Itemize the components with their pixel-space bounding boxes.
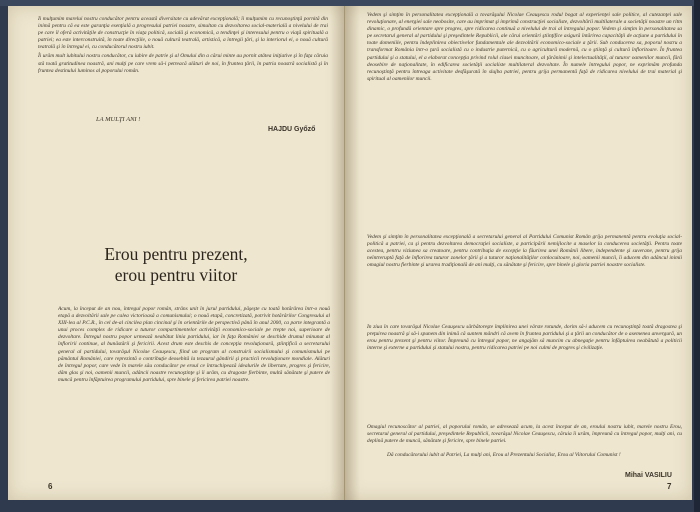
left-body-block <box>58 306 330 476</box>
right-salute: Dă conducătorului iubit al Patriei, La mulţi ani, Erou al Prezentului Socialist, Erou al Viitorului Comunist ! <box>387 452 621 458</box>
left-body-paragraph: Acum, la început de an nou, întregul popor român, strâns unit în jurul partidului, păşeşte cu toată hotărârea într-o nouă etapă a dezvoltării sale pe calea victorioasă a comunismului; o nouă etapă, concretizată, potrivit hotărârilor Congresului al XIII-lea al P.C.R., în cel de-al cincilea plan cincinal şi în orientările de perspectivă până în anul 2000, ca parte integrantă a unui proces complex de ridicare a tuturor compartimentelor activităţii economico-sociale pe trepte noi, superioare de dezvoltare. Întregul nostru popor urmează neabătut linia partidului, iar în faţa României se deschide drumul minunat al înfloririi continue, al bunăstării şi fericirii. Acest drum este deschis de concepţia revoluţionară, ştiinţifică a secretarului general al partidului, tovarăşul Nicolae Ceauşescu, fiind un program al construirii socialismului şi comunismului pe pământul României, care reprezintă o contribuţie deosebită la tezaurul gândirii şi practicii revoluţionare mondiale. Alături de întregul popor, care vede în marele său conducător pe eroul ce întruchipează idealurile de libertate, progres şi fericire, dăm glas şi noi, oamenii muncii, adâncii noastre recunoştinţe şi îi urăm, cu dragoste fierbinte, multă sănătate şi putere de muncă pentru înfăptuirea programului partidului, spre binele şi fericirea patriei noastre. <box>58 306 330 383</box>
article-title-line-2: erou pentru viitor <box>114 265 238 285</box>
book-cover-edge-right <box>694 0 700 512</box>
left-page <box>8 6 345 500</box>
right-block-2 <box>367 234 682 322</box>
right-salute-block <box>387 452 667 468</box>
right-block-1 <box>367 12 682 234</box>
right-page <box>345 6 692 500</box>
left-intro-paragraph: Îi mulţumim marelui nostru conducător pentru această diversitate cu adevărat excepţională; îi mulţumim cu recunoştinţă pornită din inimă pentru că ea este garanţia esenţială a progresului patriei noastre, simultan cu dezvoltarea social-materială a nivelului de trai pe care îl oferă activităţile de construcţie în viaţa politică, socială şi economică, a tendinţei şi interesului pentru o viaţă spirituală a patriei; ea este interconstruită, în toate direcţiile, o nouă cultură teatrală, artistică, a întregii ţări, şi la interiorul ei, o nouă cultură teatrală şi în întregul ei, cu conducătorul nostru iubit. <box>38 16 328 51</box>
left-intro-paragraph-2: Îi urăm mult iubitului nostru conducător, cu iubire de patrie şi al Omului din a cărui minte au pornit atâtea iniţiative şi în faţa căruia stă toată gratitudinea noastră, ani mulţi pe care vrem să-i petreacă alături de noi, în fruntea ţării, în patria noastră socialistă şi în fruntea destinului luminos al poporului român. <box>38 53 328 74</box>
right-paragraph-4: Omagiul recunoscător al patriei, al poporului român, se adresează acum, la acest început de an, eroului nostru iubit, marele nostru Erou, secretarul general al partidului, preşedintele Republicii, tovarăşul Nicolae Ceauşescu, căruia îi urăm, împreună cu întregul popor, mulţi ani, cu deplină putere de muncă, sănătate şi fericire, spre binele patriei. <box>367 424 682 445</box>
right-block-3 <box>367 324 682 420</box>
article-title-line-1: Erou pentru prezent, <box>104 244 248 264</box>
page-number-left: 6 <box>48 482 53 491</box>
left-intro-block <box>38 16 328 111</box>
page-number-right: 7 <box>667 482 672 491</box>
right-block-4 <box>367 424 682 452</box>
right-paragraph-3: În ziua în care tovarăşul Nicolae Ceauşescu sărbătoreşte împlinirea unei vârste rotunde, dorim să-i aducem cu recunoştinţă toată dragostea şi preţuirea noastră şi să-i spunem din inimă că suntem mândri că avem în fruntea partidului şi a ţării un conducător de o asemenea anvergură, un erou pentru prezent şi pentru viitor. Împreună cu întregul popor, ne angajăm să muncim cu abnegaţie pentru înfăptuirea neabătută a politicii interne şi externe a partidului şi statului nostru, pentru ridicarea patriei pe noi culmi de progres şi civilizaţie. <box>367 324 682 352</box>
left-salute: LA MULŢI ANI ! <box>96 116 141 123</box>
right-paragraph-1: Vedem şi simţim în personalitatea excepţională a tovarăşului Nicolae Ceauşescu rodul bogat al experienţei sale politice, al cutezanţei sale revoluţionare, al energiei sale neobosite, care au imprimat şi imprimă construcţiei socialiste, dezvoltării multilaterale a societăţii noastre un ritm dinamic, o profundă orientare spre progres, spre ridicarea continuă a nivelului de trai al întregului popor. Vedem şi simţim în personalitatea sa pe secretarul general al partidului şi preşedintele Republicii, ale cărui orientări ştiinţifice asigură întărirea capacităţii de acţiune a partidului în toate domeniile, pentru îndeplinirea obiectivelor fundamentale ale dezvoltării economico-sociale a ţării. Sub conducerea sa, poporul nostru a transformat România într-o ţară socialistă cu o industrie puternică, cu o agricultură modernă, cu o ştiinţă şi cultură înfloritoare. În fruntea partidului şi a statului, el a elaborat concepţia privind rolul clasei muncitoare, al ţărănimii şi intelectualităţii, al tuturor oamenilor muncii, fără deosebire de naţionalitate, în edificarea societăţii socialiste multilateral dezvoltate. În numele întregului popor, ne exprimăm profunda recunoştinţă pentru întreaga activitate desfăşurată în slujba patriei, pentru grija permanentă faţă de ridicarea nivelului de trai material şi spiritual al oamenilor muncii. <box>367 12 682 82</box>
right-author-signature: Mihai VASILIU <box>625 472 672 479</box>
right-paragraph-2: Vedem şi simţim în personalitatea excepţională a secretarului general al Partidului Comunist Român grija permanentă pentru evoluţia social-politică a patriei, ca şi pentru dezvoltarea democraţiei socialiste, a participării nemijlocite a maselor la conducerea societăţii. Pentru toate acestea, pentru viziunea sa creatoare, pentru contribuţia de excepţie la făurirea unei Românii libere, independente şi suverane, pentru grija neîntreruptă faţă de înflorirea tuturor zonelor ţării şi a tuturor naţionalităţilor conlocuitoare, noi, oamenii muncii, îi aducem din adâncul inimii omagiul nostru fierbinte şi urarea tradiţională de ani mulţi, cu sănătate şi fericire, spre binele şi gloria patriei noastre socialiste. <box>367 234 682 269</box>
left-author-signature: HAJDU Győző <box>268 126 316 133</box>
